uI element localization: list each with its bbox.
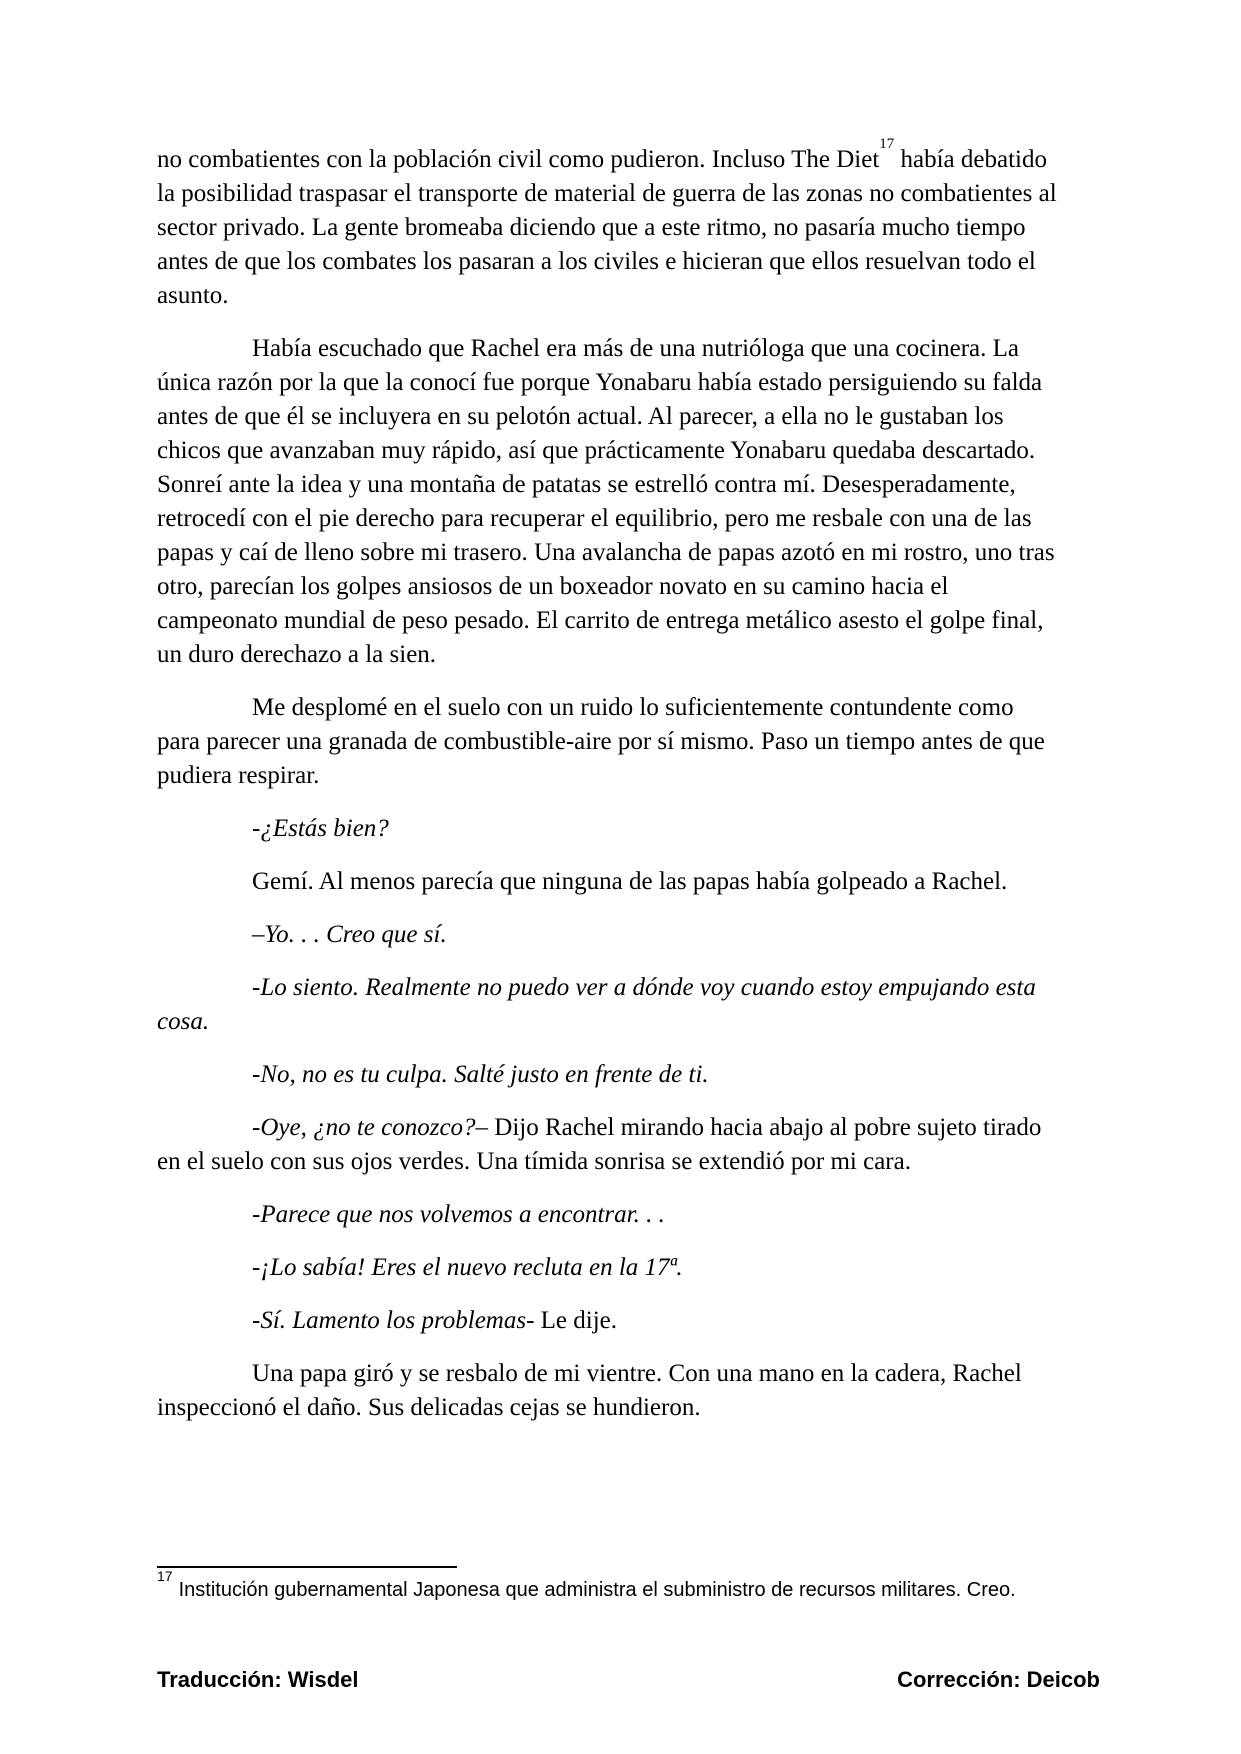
dialogue-text: -Oye, ¿no te conozco?– [252, 1114, 495, 1141]
footnote-text: Institución gubernamental Japonesa que administra el subministro de recursos militares. Creo. [178, 1579, 1016, 1601]
dialogue-line: -¡Lo sabía! Eres el nuevo recluta en la 17ª. [252, 1254, 683, 1281]
body-paragraph [157, 135, 1057, 313]
footnote-area [157, 1566, 1057, 1603]
dialogue-line: -Lo siento. Realmente no puedo ver a dónde voy cuando estoy empujando esta cosa. [157, 974, 1036, 1035]
footnote-number: 17 [157, 1568, 173, 1585]
dialogue-line: -No, no es tu culpa. Salté justo en frente de ti. [252, 1061, 709, 1088]
body-paragraph: Había escuchado que Rachel era más de una nutrióloga que una cocinera. La única razón por la que la conocí fue porque Yonabaru había estado persiguiendo su falda antes de que él se incluyera en su pelotón actual. Al parecer, a ella no le gustaban los chicos que avanzaban muy rápido, así que prácticamente Yonabaru quedaba descartado. Sonreí ante la idea y una montaña de patatas se estrelló contra mí. Desesperadamente, retrocedí con el pie derecho para recuperar el equilibrio, pero me resbale con una de las papas y caí de lleno sobre mi trasero. Una avalancha de papas azotó en mi rostro, uno tras otro, parecían los golpes ansiosos de un boxeador novato en su camino hacia el campeonato mundial de peso pesado. El carrito de entrega metálico asesto el golpe final, un duro derechazo a la sien. [157, 335, 1055, 668]
dialogue-with-narration [157, 1111, 1057, 1179]
correction-credit: Corrección: Deicob [897, 1667, 1100, 1692]
footnote [157, 1568, 1057, 1603]
dialogue-line: -¿Estás bien? [252, 815, 389, 842]
dialogue-with-narration [157, 1304, 1057, 1338]
narration-text: Le dije. [534, 1307, 618, 1334]
footnote-reference: 17 [879, 135, 895, 152]
dialogue-text: -Sí. Lamento los problemas- [252, 1307, 535, 1334]
body-paragraph: Me desplomé en el suelo con un ruido lo suficientemente contundente como para parecer una granada de combustible-aire por sí mismo. Paso un tiempo antes de que pudiera respirar. [157, 694, 1045, 789]
narration-text: Dijo Rachel mirando hacia abajo al pobre sujeto tirado en el suelo con sus ojos verdes. Una tímida sonrisa se extendió por mi cara. [157, 1114, 1042, 1175]
body-paragraph: Gemí. Al menos parecía que ninguna de las papas había golpeado a Rachel. [252, 868, 1008, 895]
dialogue-line: –Yo. . . Creo que sí. [252, 921, 447, 948]
paragraph-text: no combatientes con la población civil como pudieron. Incluso The Diet [157, 146, 880, 173]
dialogue-line: -Parece que nos volvemos a encontrar. . . [252, 1201, 665, 1228]
page-body [157, 135, 1057, 1444]
translation-credit: Traducción: Wisdel [157, 1667, 359, 1692]
body-paragraph: Una papa giró y se resbalo de mi vientre. Con una mano en la cadera, Rachel inspeccionó el daño. Sus delicadas cejas se hundieron. [157, 1360, 1022, 1421]
footnote-separator [157, 1566, 457, 1568]
page-footer [157, 1666, 1100, 1694]
paragraph-text: había debatido la posibilidad traspasar el transporte de material de guerra de las zonas no combatientes al sector privado. La gente bromeaba diciendo que a este ritmo, no pasaría mucho tiempo antes de que los combates los pasaran a los civiles e hicieran que ellos resuelvan todo el asunto. [157, 146, 1057, 309]
